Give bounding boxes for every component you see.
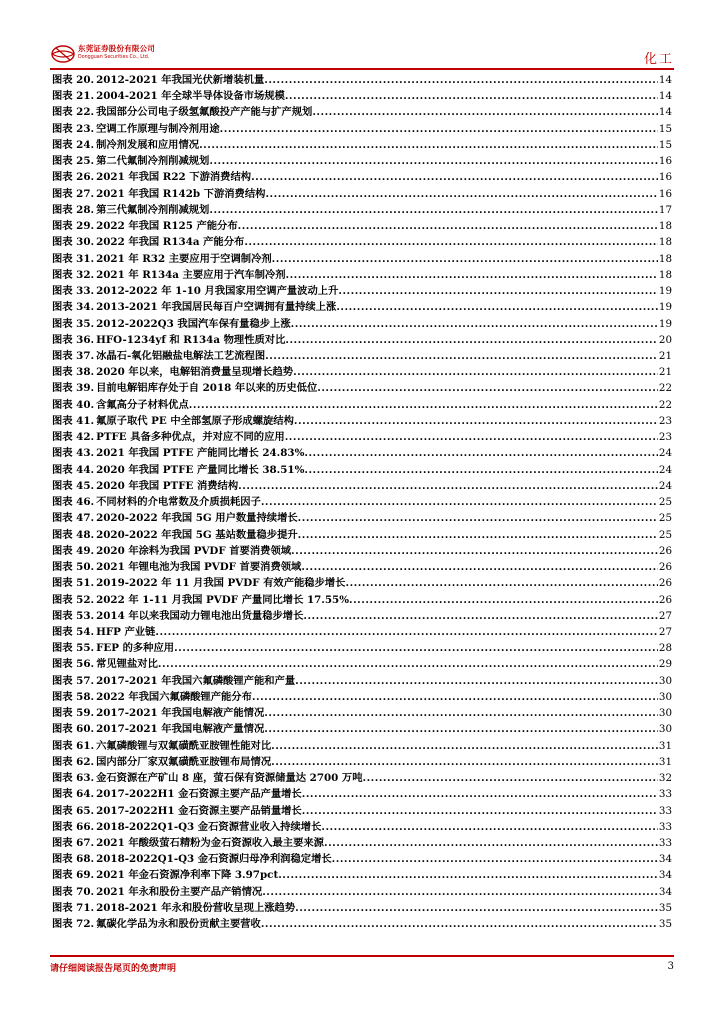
toc-entry-label: 图表 47. bbox=[52, 512, 95, 525]
toc-entry-label: 图表 21. bbox=[52, 90, 95, 103]
toc-entry[interactable] bbox=[52, 770, 672, 786]
toc-entry[interactable] bbox=[52, 916, 672, 932]
toc-entry-label: 图表 25. bbox=[52, 155, 95, 168]
toc-entry-page: 18 bbox=[658, 220, 672, 233]
toc-dot-leader bbox=[174, 640, 658, 656]
toc-dot-leader bbox=[332, 851, 658, 867]
toc-entry-label: 图表 56. bbox=[52, 658, 95, 671]
toc-entry-page: 33 bbox=[658, 837, 672, 850]
toc-entry-label: 图表 44. bbox=[52, 463, 95, 476]
toc-entry-page: 26 bbox=[658, 593, 672, 606]
toc-dot-leader bbox=[295, 900, 658, 916]
toc-entry[interactable] bbox=[52, 332, 672, 348]
toc-entry-title: HFP 产业链 bbox=[96, 625, 156, 638]
toc-entry[interactable] bbox=[52, 445, 672, 461]
toc-entry-title: 2021 年我国 R142b 下游消费结构 bbox=[96, 187, 266, 200]
toc-entry-page: 30 bbox=[658, 690, 672, 703]
toc-dot-leader bbox=[304, 445, 658, 461]
toc-entry-label: 图表 39. bbox=[52, 382, 95, 395]
toc-entry[interactable] bbox=[52, 234, 672, 250]
toc-dot-leader bbox=[252, 689, 658, 705]
toc-entry-label: 图表 53. bbox=[52, 609, 95, 622]
toc-entry-label: 图表 27. bbox=[52, 187, 95, 200]
toc-entry-label: 图表 45. bbox=[52, 479, 95, 492]
toc-dot-leader bbox=[312, 104, 658, 120]
toc-entry-title: 2018-2022Q1-Q3 金石资源营业收入持续增长 bbox=[96, 820, 322, 833]
toc-entry-page: 35 bbox=[658, 901, 672, 914]
toc-entry-label: 图表 62. bbox=[52, 755, 95, 768]
toc-entry-title: 2012-2022Q3 我国汽车保有量稳步上涨 bbox=[96, 317, 291, 330]
toc-dot-leader bbox=[294, 413, 658, 429]
toc-dot-leader bbox=[278, 867, 658, 883]
toc-entry[interactable] bbox=[52, 462, 672, 478]
toc-entry[interactable] bbox=[52, 186, 672, 202]
toc-entry-label: 图表 63. bbox=[52, 772, 95, 785]
toc-entry-page: 26 bbox=[658, 544, 672, 557]
toc-entry-label: 图表 41. bbox=[52, 414, 95, 427]
page-footer bbox=[50, 955, 674, 975]
toc-entry-page: 19 bbox=[658, 317, 672, 330]
toc-entry-title: 2014 年以来我国动力锂电池出货量稳步增长 bbox=[96, 609, 304, 622]
sector-label: 化工 bbox=[643, 52, 674, 67]
toc-entry[interactable] bbox=[52, 494, 672, 510]
toc-dot-leader bbox=[338, 283, 658, 299]
figure-toc-list bbox=[52, 72, 672, 932]
toc-dot-leader bbox=[199, 137, 658, 153]
toc-entry-label: 图表 59. bbox=[52, 707, 95, 720]
toc-dot-leader bbox=[302, 786, 658, 802]
toc-dot-leader bbox=[285, 88, 658, 104]
toc-entry[interactable] bbox=[52, 754, 672, 770]
toc-entry[interactable] bbox=[52, 283, 672, 299]
toc-entry-title: 第三代氟制冷剂削减规划 bbox=[96, 203, 210, 216]
toc-entry-title: 氟碳化学品为永和股份贡献主要营收 bbox=[96, 918, 261, 931]
toc-entry[interactable] bbox=[52, 413, 672, 429]
toc-entry[interactable] bbox=[52, 478, 672, 494]
toc-entry-label: 图表 29. bbox=[52, 220, 95, 233]
toc-entry-page: 21 bbox=[658, 366, 672, 379]
toc-entry-page: 14 bbox=[658, 90, 672, 103]
toc-entry[interactable] bbox=[52, 900, 672, 916]
toc-entry-title: PTFE 具备多种优点，并对应不同的应用 bbox=[96, 431, 285, 444]
toc-entry-label: 图表 31. bbox=[52, 252, 95, 265]
toc-entry[interactable] bbox=[52, 608, 672, 624]
toc-entry-title: 2020-2022 年我国 5G 用户数量持续增长 bbox=[96, 512, 298, 525]
toc-dot-leader bbox=[301, 559, 658, 575]
toc-entry-label: 图表 69. bbox=[52, 869, 95, 882]
toc-entry-page: 15 bbox=[658, 122, 672, 135]
toc-dot-leader bbox=[303, 608, 658, 624]
toc-entry[interactable] bbox=[52, 218, 672, 234]
toc-entry-title: 空调工作原理与制冷剂用途 bbox=[96, 122, 220, 135]
toc-dot-leader bbox=[265, 348, 658, 364]
toc-entry-page: 32 bbox=[658, 772, 672, 785]
toc-entry[interactable] bbox=[52, 88, 672, 104]
toc-entry-label: 图表 64. bbox=[52, 788, 95, 801]
toc-entry-title: 2020 年我国 PTFE 消费结构 bbox=[96, 479, 239, 492]
toc-dot-leader bbox=[291, 316, 658, 332]
toc-dot-leader bbox=[336, 299, 658, 315]
toc-entry[interactable] bbox=[52, 803, 672, 819]
toc-entry-title: 氟原子取代 PE 中全部氢原子形成螺旋结构 bbox=[96, 414, 294, 427]
toc-entry-page: 34 bbox=[658, 869, 672, 882]
toc-entry-title: 2022 年我国 R125 产能分布 bbox=[96, 220, 238, 233]
toc-entry-page: 20 bbox=[658, 333, 672, 346]
toc-entry[interactable] bbox=[52, 559, 672, 575]
toc-entry-label: 图表 54. bbox=[52, 625, 95, 638]
toc-entry-page: 31 bbox=[658, 739, 672, 752]
toc-entry-page: 14 bbox=[658, 106, 672, 119]
toc-entry-page: 24 bbox=[658, 447, 672, 460]
toc-entry[interactable] bbox=[52, 510, 672, 526]
toc-entry[interactable] bbox=[52, 851, 672, 867]
toc-entry[interactable] bbox=[52, 316, 672, 332]
toc-entry-page: 23 bbox=[658, 414, 672, 427]
toc-entry[interactable] bbox=[52, 267, 672, 283]
toc-entry[interactable] bbox=[52, 689, 672, 705]
toc-entry[interactable] bbox=[52, 299, 672, 315]
toc-entry-title: 2012-2022 年 1-10 月我国家用空调产量波动上升 bbox=[96, 285, 339, 298]
toc-entry[interactable] bbox=[52, 656, 672, 672]
toc-entry[interactable] bbox=[52, 121, 672, 137]
toc-entry-title: 2018-2022Q1-Q3 金石资源归母净利润稳定增长 bbox=[96, 853, 332, 866]
toc-entry-title: 2020 年涂料为我国 PVDF 首要消费领域 bbox=[96, 544, 292, 557]
toc-entry-page: 17 bbox=[658, 203, 672, 216]
toc-entry[interactable] bbox=[52, 624, 672, 640]
toc-entry-page: 22 bbox=[658, 398, 672, 411]
toc-dot-leader bbox=[220, 121, 658, 137]
company-name-cn: 东莞证券股份有限公司 bbox=[78, 44, 155, 53]
logo-globe-icon bbox=[50, 44, 76, 64]
toc-entry[interactable] bbox=[52, 202, 672, 218]
toc-entry-title: 目前电解铝库存处于自 2018 年以来的历史低位 bbox=[96, 382, 318, 395]
toc-entry[interactable] bbox=[52, 819, 672, 835]
toc-entry-title: 2021 年 R32 主要应用于空调制冷剂 bbox=[96, 252, 272, 265]
toc-entry-page: 33 bbox=[658, 804, 672, 817]
toc-dot-leader bbox=[295, 673, 658, 689]
toc-entry-label: 图表 72. bbox=[52, 918, 95, 931]
toc-entry-title: 第二代氟制冷剂削减规划 bbox=[96, 155, 210, 168]
toc-entry-label: 图表 32. bbox=[52, 268, 95, 281]
toc-entry-label: 图表 46. bbox=[52, 496, 95, 509]
toc-entry-title: 含氟高分子材料优点 bbox=[96, 398, 189, 411]
page-header bbox=[50, 38, 674, 70]
toc-entry-page: 22 bbox=[658, 382, 672, 395]
toc-entry[interactable] bbox=[52, 835, 672, 851]
toc-entry-label: 图表 36. bbox=[52, 333, 95, 346]
toc-entry-label: 图表 30. bbox=[52, 236, 95, 249]
toc-entry[interactable] bbox=[52, 104, 672, 120]
toc-entry-title: HFO-1234yf 和 R134a 物理性质对比 bbox=[96, 333, 286, 346]
toc-entry-label: 图表 20. bbox=[52, 74, 95, 86]
toc-dot-leader bbox=[264, 72, 658, 88]
toc-dot-leader bbox=[251, 169, 658, 185]
toc-dot-leader bbox=[324, 835, 658, 851]
toc-entry-title: 2019-2022 年 11 月我国 PVDF 有效产能稳步增长 bbox=[96, 577, 346, 590]
toc-entry-label: 图表 48. bbox=[52, 528, 95, 541]
toc-entry-title: 2018-2021 年永和股份营收呈现上涨趋势 bbox=[96, 901, 296, 914]
toc-entry-title: FEP 的多种应用 bbox=[96, 642, 175, 655]
toc-entry-page: 25 bbox=[658, 528, 672, 541]
toc-entry-title: 2017-2021 年我国六氟磷酸锂产能和产量 bbox=[96, 674, 296, 687]
toc-entry-label: 图表 49. bbox=[52, 544, 95, 557]
toc-entry-page: 29 bbox=[658, 658, 672, 671]
toc-entry[interactable] bbox=[52, 397, 672, 413]
toc-entry[interactable] bbox=[52, 72, 672, 88]
toc-entry-title: 2020 年以来，电解铝消费量呈现增长趋势 bbox=[96, 366, 294, 379]
toc-entry-page: 26 bbox=[658, 577, 672, 590]
toc-entry[interactable] bbox=[52, 380, 672, 396]
toc-entry-title: 2017-2022H1 金石资源主要产品销量增长 bbox=[96, 804, 302, 817]
toc-entry-label: 图表 68. bbox=[52, 853, 95, 866]
company-name-en: Dongguan Securities Co., Ltd. bbox=[78, 55, 150, 60]
toc-dot-leader bbox=[264, 705, 658, 721]
toc-entry-title: 2020-2022 年我国 5G 基站数量稳步提升 bbox=[96, 528, 298, 541]
toc-entry-title: 2022 年我国六氟磷酸锂产能分布 bbox=[96, 690, 252, 703]
toc-dot-leader bbox=[209, 202, 658, 218]
toc-entry[interactable] bbox=[52, 640, 672, 656]
toc-entry-page: 25 bbox=[658, 496, 672, 509]
toc-entry-title: 金石资源在产矿山 8 座，萤石保有资源储量达 2700 万吨 bbox=[96, 772, 363, 785]
toc-entry[interactable] bbox=[52, 137, 672, 153]
toc-entry[interactable] bbox=[52, 705, 672, 721]
toc-entry-page: 18 bbox=[658, 236, 672, 249]
toc-entry-title: 2012-2021 年我国光伏新增装机量 bbox=[96, 74, 265, 86]
toc-entry-label: 图表 58. bbox=[52, 690, 95, 703]
toc-entry-page: 34 bbox=[658, 885, 672, 898]
toc-dot-leader bbox=[265, 186, 657, 202]
toc-entry-label: 图表 34. bbox=[52, 301, 95, 314]
toc-entry-page: 16 bbox=[658, 171, 672, 184]
toc-entry-page: 16 bbox=[658, 187, 672, 200]
toc-entry[interactable] bbox=[52, 721, 672, 737]
toc-entry-label: 图表 26. bbox=[52, 171, 95, 184]
toc-entry-page: 33 bbox=[658, 788, 672, 801]
toc-entry-page: 33 bbox=[658, 820, 672, 833]
toc-entry-title: 2022 年 1-11 月我国 PVDF 产量同比增长 17.55% bbox=[96, 593, 349, 606]
toc-entry-page: 35 bbox=[658, 918, 672, 931]
toc-entry-title: 不同材料的介电常数及介质损耗因子 bbox=[96, 496, 261, 509]
toc-dot-leader bbox=[298, 527, 658, 543]
toc-entry-page: 34 bbox=[658, 853, 672, 866]
toc-entry[interactable] bbox=[52, 543, 672, 559]
toc-entry-label: 图表 40. bbox=[52, 398, 95, 411]
toc-entry-page: 18 bbox=[658, 252, 672, 265]
toc-entry-title: 2004-2021 年全球半导体设备市场规模 bbox=[96, 90, 285, 103]
toc-entry-title: 2022 年我国 R134a 产能分布 bbox=[96, 236, 245, 249]
toc-entry-title: 2017-2021 年我国电解液产能情况 bbox=[96, 707, 265, 720]
toc-entry-page: 30 bbox=[658, 674, 672, 687]
toc-entry[interactable] bbox=[52, 575, 672, 591]
toc-dot-leader bbox=[286, 267, 658, 283]
toc-entry-label: 图表 23. bbox=[52, 122, 95, 135]
toc-entry[interactable] bbox=[52, 153, 672, 169]
toc-entry-page: 21 bbox=[658, 349, 672, 362]
toc-entry-title: 2021 年锂电池为我国 PVDF 首要消费领域 bbox=[96, 561, 302, 574]
toc-entry-page: 24 bbox=[658, 479, 672, 492]
toc-entry-label: 图表 66. bbox=[52, 820, 95, 833]
toc-entry-label: 图表 60. bbox=[52, 723, 95, 736]
toc-dot-leader bbox=[345, 575, 657, 591]
toc-dot-leader bbox=[304, 462, 658, 478]
toc-entry-title: 2017-2022H1 金石资源主要产品产量增长 bbox=[96, 788, 302, 801]
toc-entry[interactable] bbox=[52, 169, 672, 185]
toc-entry-label: 图表 70. bbox=[52, 885, 95, 898]
toc-dot-leader bbox=[285, 332, 658, 348]
toc-dot-leader bbox=[349, 592, 658, 608]
toc-entry-page: 30 bbox=[658, 723, 672, 736]
toc-entry-page: 26 bbox=[658, 561, 672, 574]
toc-entry-page: 15 bbox=[658, 138, 672, 151]
toc-dot-leader bbox=[264, 721, 658, 737]
toc-entry-page: 16 bbox=[658, 155, 672, 168]
toc-entry-label: 图表 55. bbox=[52, 642, 95, 655]
toc-entry-label: 图表 35. bbox=[52, 317, 95, 330]
toc-entry-title: 冰晶石-氧化铝融盐电解法工艺流程图 bbox=[96, 349, 266, 362]
toc-entry[interactable] bbox=[52, 251, 672, 267]
toc-dot-leader bbox=[261, 916, 658, 932]
toc-entry-page: 18 bbox=[658, 268, 672, 281]
toc-entry-title: 我国部分公司电子级氢氟酸投产产能与扩产规划 bbox=[96, 106, 313, 119]
toc-entry-title: 常见锂盐对比 bbox=[96, 658, 158, 671]
toc-entry-title: 2020 年我国 PTFE 产量同比增长 38.51% bbox=[96, 463, 305, 476]
toc-entry-label: 图表 38. bbox=[52, 366, 95, 379]
toc-dot-leader bbox=[317, 380, 658, 396]
toc-entry-page: 19 bbox=[658, 301, 672, 314]
toc-entry[interactable] bbox=[52, 786, 672, 802]
toc-entry-title: 2021 年酸级萤石精粉为金石资源收入最主要来源 bbox=[96, 837, 324, 850]
toc-dot-leader bbox=[321, 819, 658, 835]
toc-dot-leader bbox=[158, 656, 658, 672]
toc-entry-label: 图表 57. bbox=[52, 674, 95, 687]
toc-entry-title: 2021 年金石资源净利率下降 3.97pct bbox=[96, 869, 279, 882]
toc-entry-title: 2021 年我国 PTFE 产能同比增长 24.83% bbox=[96, 447, 305, 460]
toc-entry[interactable] bbox=[52, 867, 672, 883]
toc-entry-label: 图表 37. bbox=[52, 349, 95, 362]
toc-dot-leader bbox=[261, 494, 658, 510]
toc-dot-leader bbox=[238, 218, 658, 234]
toc-entry-page: 27 bbox=[658, 625, 672, 638]
toc-entry-title: 2017-2021 年我国电解液产量情况 bbox=[96, 723, 265, 736]
toc-entry[interactable] bbox=[52, 673, 672, 689]
toc-entry-page: 24 bbox=[658, 463, 672, 476]
toc-dot-leader bbox=[271, 754, 658, 770]
toc-entry[interactable] bbox=[52, 429, 672, 445]
toc-entry[interactable] bbox=[52, 884, 672, 900]
toc-entry-label: 图表 24. bbox=[52, 138, 95, 151]
toc-entry-page: 14 bbox=[658, 74, 672, 86]
toc-dot-leader bbox=[244, 234, 658, 250]
toc-dot-leader bbox=[363, 770, 658, 786]
page-number: 3 bbox=[667, 961, 674, 972]
toc-dot-leader bbox=[238, 478, 658, 494]
toc-entry-label: 图表 71. bbox=[52, 901, 95, 914]
toc-entry-title: 2021 年永和股份主要产品产销情况 bbox=[96, 885, 263, 898]
toc-entry-label: 图表 22. bbox=[52, 106, 95, 119]
toc-entry-label: 图表 50. bbox=[52, 561, 95, 574]
toc-entry-label: 图表 28. bbox=[52, 203, 95, 216]
toc-dot-leader bbox=[291, 543, 658, 559]
toc-entry[interactable] bbox=[52, 364, 672, 380]
toc-entry-title: 制冷剂发展和应用情况 bbox=[96, 138, 200, 151]
toc-entry-page: 31 bbox=[658, 755, 672, 768]
toc-entry[interactable] bbox=[52, 592, 672, 608]
toc-entry[interactable] bbox=[52, 527, 672, 543]
toc-entry[interactable] bbox=[52, 348, 672, 364]
toc-dot-leader bbox=[189, 397, 658, 413]
toc-entry-title: 2021 年我国 R22 下游消费结构 bbox=[96, 171, 252, 184]
toc-entry-title: 2013-2021 年我国居民每百户空调拥有量持续上涨 bbox=[96, 301, 337, 314]
toc-dot-leader bbox=[271, 738, 658, 754]
toc-entry-page: 30 bbox=[658, 707, 672, 720]
disclaimer-text: 请仔细阅读报告尾页的免责声明 bbox=[50, 964, 177, 974]
toc-entry-label: 图表 43. bbox=[52, 447, 95, 460]
toc-dot-leader bbox=[262, 884, 658, 900]
toc-dot-leader bbox=[298, 510, 658, 526]
toc-entry-title: 国内部分厂家双氟磺酰亚胺锂布局情况 bbox=[96, 755, 272, 768]
toc-dot-leader bbox=[209, 153, 658, 169]
toc-entry-label: 图表 52. bbox=[52, 593, 95, 606]
toc-entry-label: 图表 65. bbox=[52, 804, 95, 817]
toc-dot-leader bbox=[302, 803, 658, 819]
toc-entry-page: 27 bbox=[658, 609, 672, 622]
toc-dot-leader bbox=[155, 624, 658, 640]
toc-entry-label: 图表 42. bbox=[52, 431, 95, 444]
toc-entry-page: 28 bbox=[658, 642, 672, 655]
toc-dot-leader bbox=[272, 251, 658, 267]
toc-entry-page: 19 bbox=[658, 285, 672, 298]
toc-entry-label: 图表 51. bbox=[52, 577, 95, 590]
toc-entry-title: 六氟磷酸锂与双氟磺酰亚胺锂性能对比 bbox=[96, 739, 272, 752]
toc-dot-leader bbox=[285, 429, 658, 445]
toc-entry-label: 图表 67. bbox=[52, 837, 95, 850]
toc-entry-page: 25 bbox=[658, 512, 672, 525]
toc-entry-title: 2021 年 R134a 主要应用于汽车制冷剂 bbox=[96, 268, 286, 281]
toc-entry[interactable] bbox=[52, 738, 672, 754]
toc-entry-label: 图表 61. bbox=[52, 739, 95, 752]
toc-entry-page: 23 bbox=[658, 431, 672, 444]
toc-entry-label: 图表 33. bbox=[52, 285, 95, 298]
toc-dot-leader bbox=[293, 364, 658, 380]
